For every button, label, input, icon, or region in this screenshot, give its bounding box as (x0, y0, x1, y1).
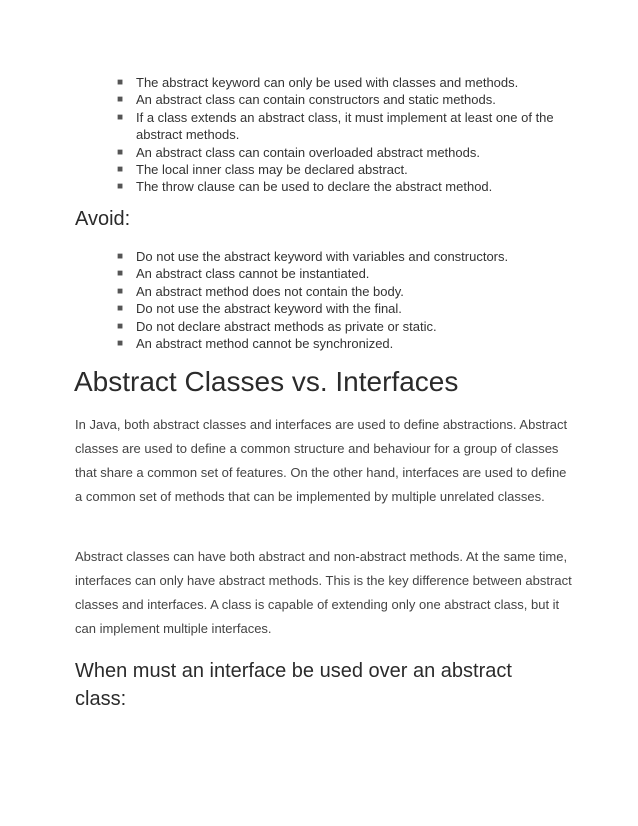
square-bullet-icon: ■ (117, 268, 124, 280)
list-item-text: The throw clause can be used to declare the abstract method. (136, 179, 493, 195)
sub-heading: When must an interface be used over an abstract class: (75, 660, 512, 710)
list-item (117, 74, 567, 91)
list-item-text: An abstract class cannot be instantiated. (136, 266, 370, 282)
list-item (117, 178, 567, 195)
list-item-text: An abstract class can contain constructors and static methods. (136, 92, 496, 108)
list-item-text: An abstract class can contain overloaded abstract methods. (136, 144, 480, 160)
square-bullet-icon: ■ (117, 285, 124, 297)
bullet-list-rules (117, 74, 567, 196)
list-item-text: An abstract method cannot be synchronized. (136, 336, 394, 352)
list-item-text: The local inner class may be declared abstract. (136, 162, 408, 178)
square-bullet-icon: ■ (117, 111, 124, 123)
list-item (117, 335, 567, 352)
list-item (117, 161, 567, 178)
list-item (117, 265, 567, 282)
bullet-list-avoid (117, 248, 567, 352)
square-bullet-icon: ■ (117, 164, 124, 176)
list-item-text: Do not declare abstract methods as private or static. (136, 318, 437, 334)
square-bullet-icon: ■ (117, 146, 124, 158)
list-item-text: Do not use the abstract keyword with the final. (136, 301, 402, 317)
list-item (117, 300, 567, 317)
list-item-text: Do not use the abstract keyword with variables and constructors. (136, 249, 509, 264)
list-item (117, 144, 567, 161)
list-item-text: If a class extends an abstract class, it must implement at least one of the abstract methods. (136, 109, 554, 143)
list-item-text: The abstract keyword can only be used with classes and methods. (136, 75, 519, 90)
square-bullet-icon: ■ (117, 303, 124, 315)
list-item-text: An abstract method does not contain the body. (136, 283, 404, 299)
square-bullet-icon: ■ (117, 251, 124, 262)
list-item (117, 283, 567, 300)
paragraph: In Java, both abstract classes and interfaces are used to define abstractions. Abstract classes are used to define a common structure and behaviour for a group of classes that share a common set of features. On the other hand, interfaces are used to define a common set of methods that can be implemented by multiple unrelated classes. (75, 417, 568, 504)
square-bullet-icon: ■ (117, 77, 124, 88)
square-bullet-icon: ■ (117, 181, 124, 193)
list-item (117, 248, 567, 265)
paragraph: Abstract classes can have both abstract and non-abstract methods. At the same time, interfaces can only have abstract methods. This is the key difference between abstract classes and interfaces. A class is capable of extending only one abstract class, but it can implement multiple interfaces. (75, 549, 572, 636)
square-bullet-icon: ■ (117, 338, 124, 350)
section-heading: Abstract Classes vs. Interfaces (74, 366, 459, 397)
square-bullet-icon: ■ (117, 320, 124, 332)
list-item (117, 91, 567, 108)
list-item (117, 109, 567, 144)
square-bullet-icon: ■ (117, 94, 124, 106)
avoid-heading: Avoid: (75, 208, 131, 230)
list-item (117, 318, 567, 335)
